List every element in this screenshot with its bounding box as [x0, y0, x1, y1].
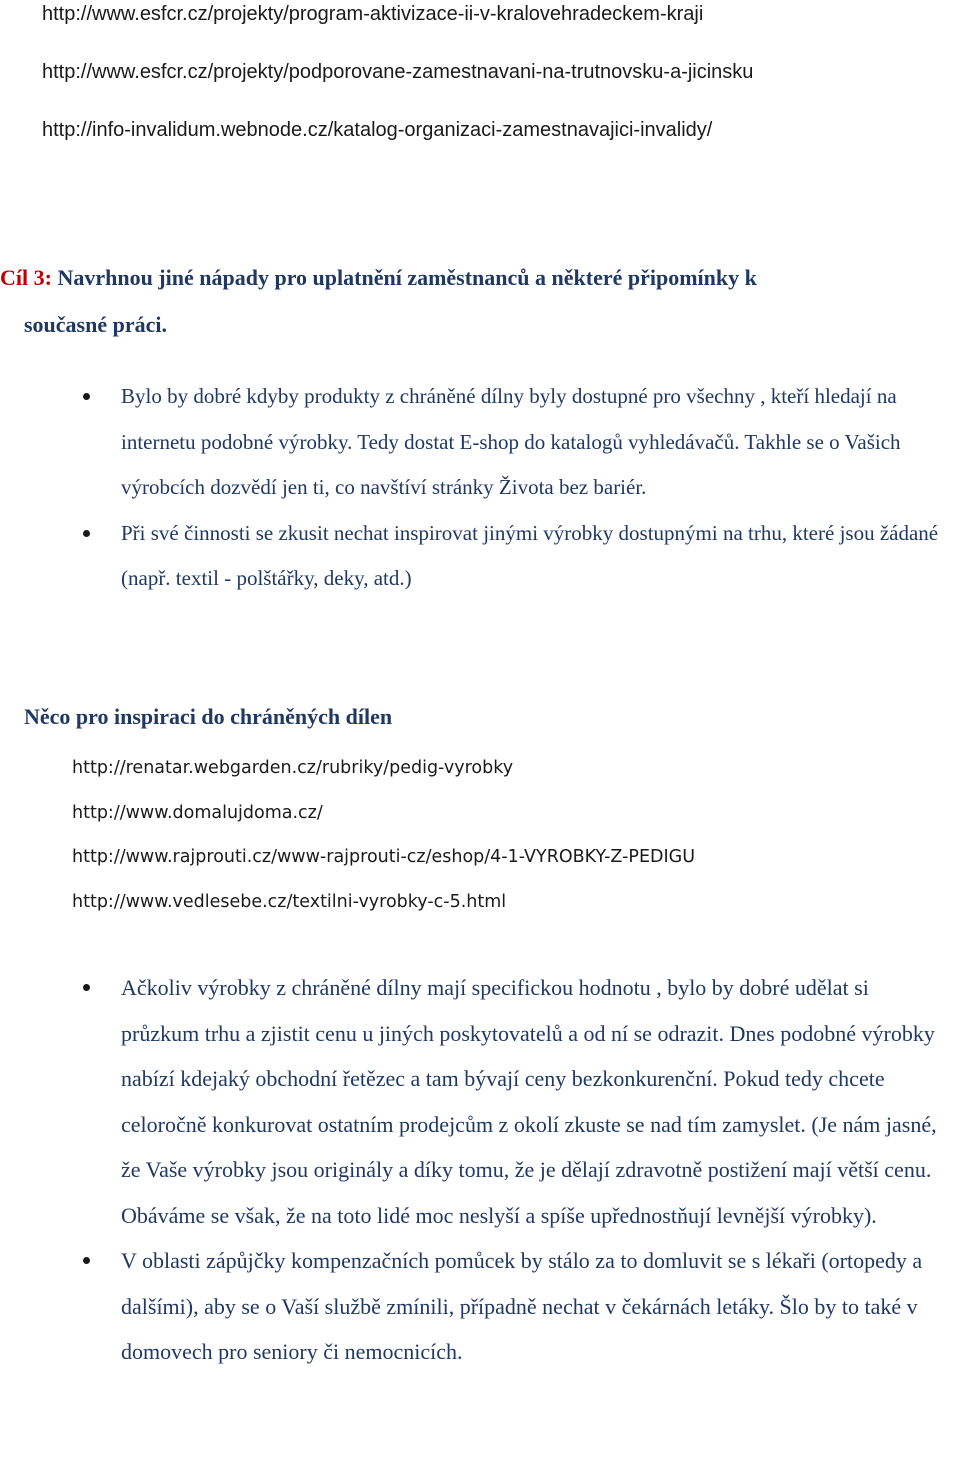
list-item	[0, 511, 960, 602]
inspiration-links	[72, 746, 695, 924]
bullet-icon	[83, 530, 90, 537]
goal-label: Cíl 3:	[0, 265, 52, 290]
list-item	[0, 965, 960, 1238]
list-item-text: V oblasti zápůjčky kompenzačních pomůcek by stálo za to domluvit se s lékaři (ortopedy a dalšími), aby se o Vaší službě zmínili, případně nechat v čekárnách letáky. Šlo by to také v domovech pro seniory či nemocnicích.	[121, 1248, 923, 1364]
goal-text-line2: současné práci.	[24, 312, 167, 337]
suggestion-list-1	[0, 374, 960, 602]
list-item	[0, 1238, 960, 1375]
reference-link[interactable]: http://info-invalidum.webnode.cz/katalog-organizaci-zamestnavajici-invalidy/	[42, 119, 713, 141]
reference-link[interactable]: http://www.esfcr.cz/projekty/program-aktivizace-ii-v-kralovehradeckem-kraji	[42, 3, 704, 25]
inspiration-link[interactable]: http://www.domalujdoma.cz/	[72, 802, 323, 823]
inspiration-link[interactable]: http://www.vedlesebe.cz/textilni-vyrobky-c-5.html	[72, 891, 507, 912]
list-item-text: Při své činnosti se zkusit nechat inspirovat jinými výrobky dostupnými na trhu, které jsou žádané (např. textil - polštářky, deky, atd.)	[121, 520, 939, 590]
goal-heading	[0, 254, 940, 348]
inspiration-link[interactable]: http://renatar.webgarden.cz/rubriky/pedig-vyrobky	[72, 758, 514, 778]
inspiration-heading: Něco pro inspiraci do chráněných dílen	[24, 704, 393, 729]
list-item-text: Bylo by dobré kdyby produkty z chráněné dílny byly dostupné pro všechny , kteří hledají na internetu podobné výrobky. Tedy dostat E-shop do katalogů vyhledávačů. Takhle se o Vašich výrobcích dozvědí jen ti, co navštíví stránky Života bez bariér.	[121, 384, 901, 499]
list-item-text: Ačkoliv výrobky z chráněné dílny mají specifickou hodnotu , bylo by dobré udělat si průzkum trhu a zjistit cenu u jiných poskytovatelů a od ní se odrazit. Dnes podobné výrobky nabízí kdejaký obchodní řetězec a tam bývají ceny bezkonkurenční. Pokud tedy chcete celoročně konkurovat ostatním prodejcům z okolí zkuste se nad tím zamyslet. (Je nám jasné, že Vaše výrobky jsou originály a díky tomu, že je dělají zdravotně postižení mají větší cenu. Obáváme se však, že na toto lidé moc neslyší a spíše upřednostňují levnější výrobky).	[121, 975, 937, 1228]
bullet-icon	[83, 984, 90, 991]
bullet-icon	[83, 1257, 90, 1264]
list-item	[0, 374, 960, 511]
suggestion-list-2	[0, 965, 960, 1375]
goal-text-line1: Navrhnou jiné nápady pro uplatnění zaměstnanců a některé připomínky k	[51, 265, 757, 290]
inspiration-link[interactable]: http://www.rajprouti.cz/www-rajprouti-cz/eshop/4-1-VYROBKY-Z-PEDIGU	[72, 847, 696, 867]
reference-links	[42, 0, 942, 174]
reference-link[interactable]: http://www.esfcr.cz/projekty/podporovane-zamestnavani-na-trutnovsku-a-jicinsku	[42, 61, 754, 83]
bullet-icon	[83, 393, 90, 400]
